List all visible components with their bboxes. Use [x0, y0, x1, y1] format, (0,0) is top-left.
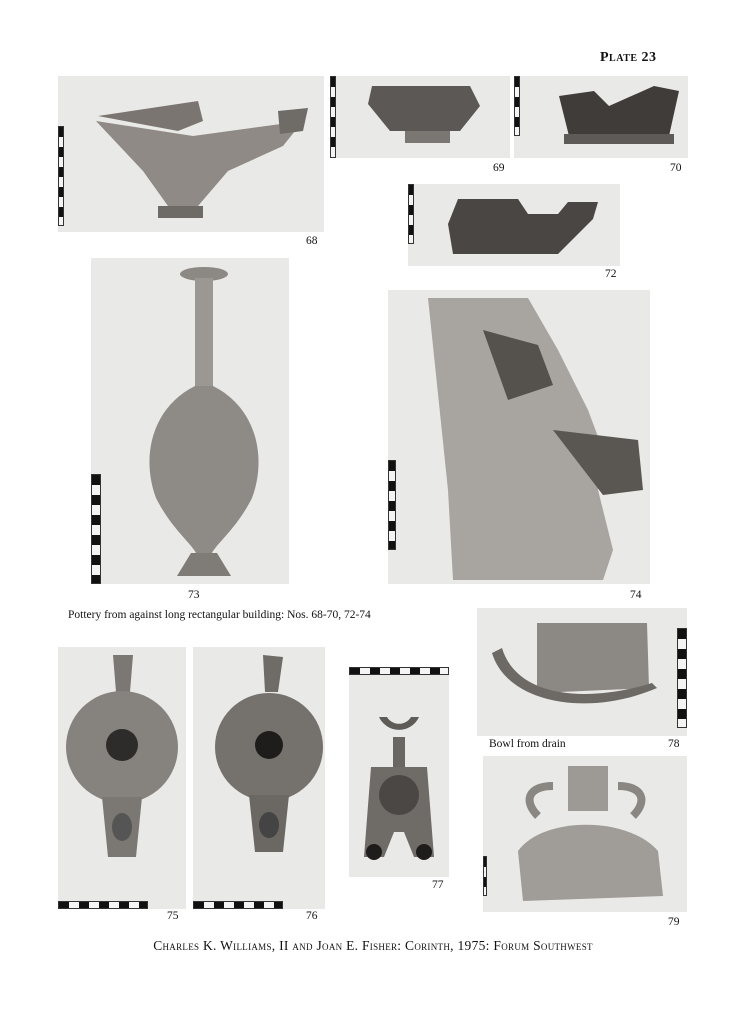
- figure-number-68: 68: [306, 235, 318, 247]
- bowl-69-illustration: [330, 76, 510, 158]
- photo-69-bowl: [330, 76, 510, 158]
- figure-number-76: 76: [306, 910, 318, 922]
- photo-74-vessel: [388, 290, 650, 584]
- figure-number-74: 74: [630, 589, 642, 601]
- figure-number-73: 73: [188, 589, 200, 601]
- photo-70-bowl: [514, 76, 688, 158]
- photo-77-lamp: [349, 667, 449, 877]
- photo-76-lamp: [193, 647, 325, 909]
- lamp-75-illustration: [58, 647, 186, 909]
- photo-79-amphora: [483, 756, 687, 912]
- amphora-79-illustration: [483, 756, 687, 912]
- photo-78-bowl: [477, 608, 687, 736]
- caption-group-68-74: Pottery from against long rectangular building: Nos. 68-70, 72-74: [68, 609, 371, 621]
- footer-citation: Charles K. Williams, II and Joan E. Fisher: Corinth, 1975: Forum Southwest: [153, 938, 593, 953]
- photo-73-flask: [91, 258, 289, 584]
- figure-number-79: 79: [668, 916, 680, 928]
- vessel-74-illustration: [388, 290, 650, 584]
- lamp-76-illustration: [193, 647, 325, 909]
- photo-68-bowl: [58, 76, 324, 232]
- figure-number-77: 77: [432, 879, 444, 891]
- flask-73-illustration: [91, 258, 289, 584]
- figure-number-72: 72: [605, 268, 617, 280]
- photo-75-lamp: [58, 647, 186, 909]
- figure-number-70: 70: [670, 162, 682, 174]
- caption-bowl-78: Bowl from drain: [489, 738, 566, 750]
- figure-number-78: 78: [668, 738, 680, 750]
- bowl-78-illustration: [477, 608, 687, 736]
- figure-number-75: 75: [167, 910, 179, 922]
- lamp-77-illustration: [349, 667, 449, 877]
- sherd-72-illustration: [408, 184, 620, 266]
- photo-72-sherd: [408, 184, 620, 266]
- bowl-68-illustration: [58, 76, 324, 232]
- bowl-70-illustration: [514, 76, 688, 158]
- figure-number-69: 69: [493, 162, 505, 174]
- plate-label: Plate 23: [600, 50, 657, 65]
